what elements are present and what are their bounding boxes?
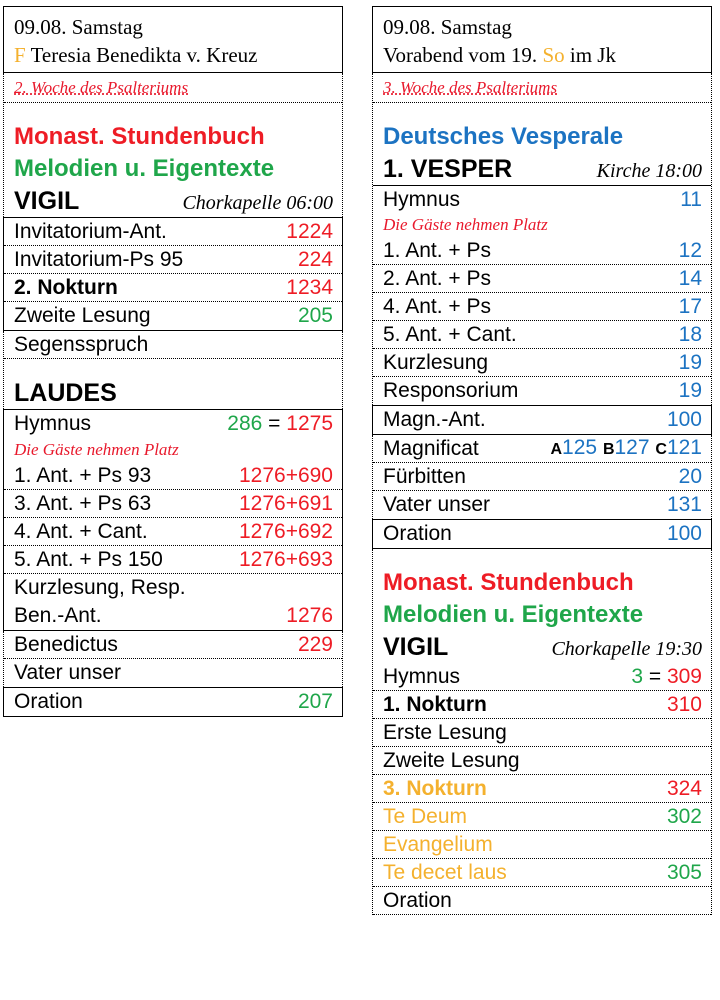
row-label: 1. Ant. + Ps 93 [14, 463, 152, 487]
list-item [373, 719, 711, 747]
row-number: 1224 [286, 219, 333, 243]
row-number: 19 [678, 350, 702, 374]
feast-marker: F [14, 43, 26, 67]
list-item [4, 274, 342, 302]
row-number: 11 [680, 187, 702, 211]
row-number: 14 [678, 266, 702, 290]
list-item [373, 435, 711, 463]
vigil-place: Chorkapelle 19:30 [551, 638, 702, 660]
row-number: 1275 [286, 412, 333, 435]
list-item [373, 265, 711, 293]
vesperale-title: Deutsches Vesperale [383, 123, 624, 150]
left-book-title: Monast. Stundenbuch [14, 123, 265, 150]
list-item [4, 574, 342, 602]
row-number: 1276 [238, 463, 286, 487]
equals-sign: = [643, 664, 667, 688]
row-label: Oration [14, 690, 83, 713]
list-item: 4. Ant. + Cant. 1276+692 [4, 518, 342, 546]
vesper-heading [373, 153, 711, 185]
row-label: Benedictus [14, 632, 118, 656]
row-number: 1276 [238, 491, 286, 515]
list-item [373, 803, 711, 831]
left-middle [3, 331, 343, 409]
row-label: Hymnus [14, 412, 92, 435]
laudes-heading [4, 377, 342, 409]
row-number: 691 [297, 491, 333, 515]
laudes-title: LAUDES [14, 379, 117, 407]
vigil-title: VIGIL [383, 633, 449, 661]
right-header [372, 6, 712, 73]
row-number: 286 [227, 412, 263, 435]
row-label: 3. Nokturn [383, 776, 487, 800]
vigil-place: Chorkapelle 06:00 [182, 192, 333, 214]
sunday-marker: So [542, 43, 565, 67]
list-item [4, 246, 342, 274]
list-item [373, 887, 711, 915]
list-item: 1. Ant. + Ps 93 1276+690 [4, 462, 342, 490]
list-item [4, 302, 342, 330]
list-item: 3. Ant. + Ps 63 1276+691 [4, 490, 342, 518]
row-number: 309 [666, 664, 702, 688]
left-vigil-box [3, 217, 343, 331]
right-oration-box [372, 519, 712, 549]
list-item [4, 410, 342, 438]
row-number: 1234 [286, 275, 333, 299]
right-date: 09.08. Samstag [383, 15, 512, 39]
list-item [373, 775, 711, 803]
row-label: Zweite Lesung [383, 748, 520, 772]
row-label: Kurzlesung [383, 350, 489, 374]
left-oration-box [3, 687, 343, 717]
row-label: 1. Nokturn [383, 692, 487, 716]
left-column [3, 6, 343, 717]
row-label: 4. Ant. + Cant. [14, 519, 148, 543]
right-melodies-title: Melodien u. Eigentexte [383, 601, 644, 628]
left-body [3, 73, 343, 217]
row-label: 4. Ant. + Ps [383, 294, 491, 318]
row-label: Oration [383, 522, 452, 545]
row-label: Magnificat [383, 436, 479, 460]
row-label: Fürbitten [383, 464, 466, 488]
right-column [372, 6, 712, 915]
left-feast: Teresia Benedikta v. Kreuz [30, 43, 258, 67]
row-number: 3 [631, 664, 644, 688]
list-item [4, 688, 342, 716]
list-item [373, 237, 711, 265]
row-label: 2. Ant. + Ps [383, 266, 491, 290]
right-body [372, 73, 712, 405]
vesper-place: Kirche 18:00 [596, 160, 702, 182]
row-number: 17 [678, 294, 702, 318]
list-item [373, 349, 711, 377]
right-psalter-week: 3. Woche des Psalteriums [373, 73, 711, 103]
row-number: 305 [666, 860, 702, 884]
row-number: 207 [297, 690, 333, 713]
row-number: 302 [666, 804, 702, 828]
row-label: Segensspruch [14, 332, 149, 356]
jk-text: im Jk [569, 43, 616, 67]
guests-note: Die Gäste nehmen Platz [383, 215, 548, 234]
magn-ant-box [372, 405, 712, 435]
list-item [373, 293, 711, 321]
row-label: Vater unser [14, 661, 121, 684]
row-number: 693 [297, 547, 333, 571]
row-number: 100 [666, 522, 702, 545]
row-number: 324 [666, 776, 702, 800]
row-label: 2. Nokturn [14, 275, 118, 299]
list-item [373, 406, 711, 434]
year-b-label: B [602, 440, 615, 458]
vigil-title: VIGIL [14, 187, 80, 215]
left-header [3, 6, 343, 73]
row-label: 1. Ant. + Ps [383, 238, 491, 262]
row-label: Oration [383, 888, 452, 912]
right-vigil-heading [373, 631, 711, 663]
list-item [4, 631, 342, 659]
left-psalter-week: 2. Woche des Psalteriums [4, 73, 342, 103]
equals-sign: = [262, 412, 287, 435]
list-item [373, 321, 711, 349]
vesper-title: 1. VESPER [383, 155, 513, 183]
list-item [4, 602, 342, 630]
row-number: 692 [297, 519, 333, 543]
row-label: 5. Ant. + Cant. [383, 322, 517, 346]
year-c-label: C [655, 440, 667, 458]
row-number: 125 [562, 435, 598, 459]
row-label: Responsorium [383, 379, 519, 402]
list-item [4, 659, 342, 687]
row-label: 5. Ant. + Ps 150 [14, 547, 163, 571]
row-label: Zweite Lesung [14, 304, 151, 327]
row-number: 1276 [238, 547, 286, 571]
list-item [373, 831, 711, 859]
row-number: 224 [297, 247, 333, 271]
row-label: Erste Lesung [383, 720, 507, 744]
list-item [373, 747, 711, 775]
row-number: 20 [678, 464, 702, 488]
row-label: Ben.-Ant. [14, 604, 102, 627]
row-number: 690 [297, 463, 333, 487]
row-number: 1276 [286, 604, 333, 627]
row-label: Invitatorium-Ps 95 [14, 247, 184, 271]
list-item [373, 691, 711, 719]
row-number: 205 [297, 304, 333, 327]
row-label: 3. Ant. + Ps 63 [14, 491, 152, 515]
left-vigil-heading [4, 185, 342, 217]
left-date: 09.08. Samstag [14, 15, 143, 39]
left-after-laudes [3, 631, 343, 687]
list-item [373, 463, 711, 491]
right-vigil [372, 549, 712, 915]
right-book-title: Monast. Stundenbuch [383, 569, 634, 596]
row-number: 1276 [238, 519, 286, 543]
year-a-label: A [550, 440, 563, 458]
row-number: 100 [666, 408, 702, 431]
list-item [4, 331, 342, 359]
row-number: 229 [297, 632, 333, 656]
row-label: Vater unser [383, 493, 490, 516]
list-item [373, 859, 711, 887]
list-item [373, 520, 711, 548]
row-number: 127 [614, 435, 650, 459]
list-item [4, 218, 342, 246]
row-label: Hymnus [383, 664, 461, 688]
vorabend-text: Vorabend vom 19. [383, 43, 538, 67]
row-label: Evangelium [383, 832, 493, 856]
row-number: 310 [666, 692, 702, 716]
row-number: 131 [666, 493, 702, 516]
row-label: Kurzlesung, Resp. [14, 576, 186, 599]
left-laudes-box [3, 409, 343, 631]
row-label: Te decet laus [383, 860, 507, 884]
list-item [373, 185, 711, 213]
guests-note: Die Gäste nehmen Platz [14, 440, 179, 459]
list-item [373, 491, 711, 519]
right-magnificat [372, 435, 712, 519]
row-number: 18 [678, 322, 702, 346]
row-label: Hymnus [383, 187, 461, 211]
row-number: 12 [678, 238, 702, 262]
row-label: Invitatorium-Ant. [14, 219, 167, 243]
row-label: Te Deum [383, 804, 468, 828]
row-label: Magn.-Ant. [383, 408, 486, 431]
row-number: 121 [666, 435, 702, 459]
list-item [373, 663, 711, 691]
list-item [373, 377, 711, 405]
list-item: 5. Ant. + Ps 150 1276+693 [4, 546, 342, 574]
row-number: 19 [678, 379, 702, 402]
left-melodies-title: Melodien u. Eigentexte [14, 155, 275, 182]
